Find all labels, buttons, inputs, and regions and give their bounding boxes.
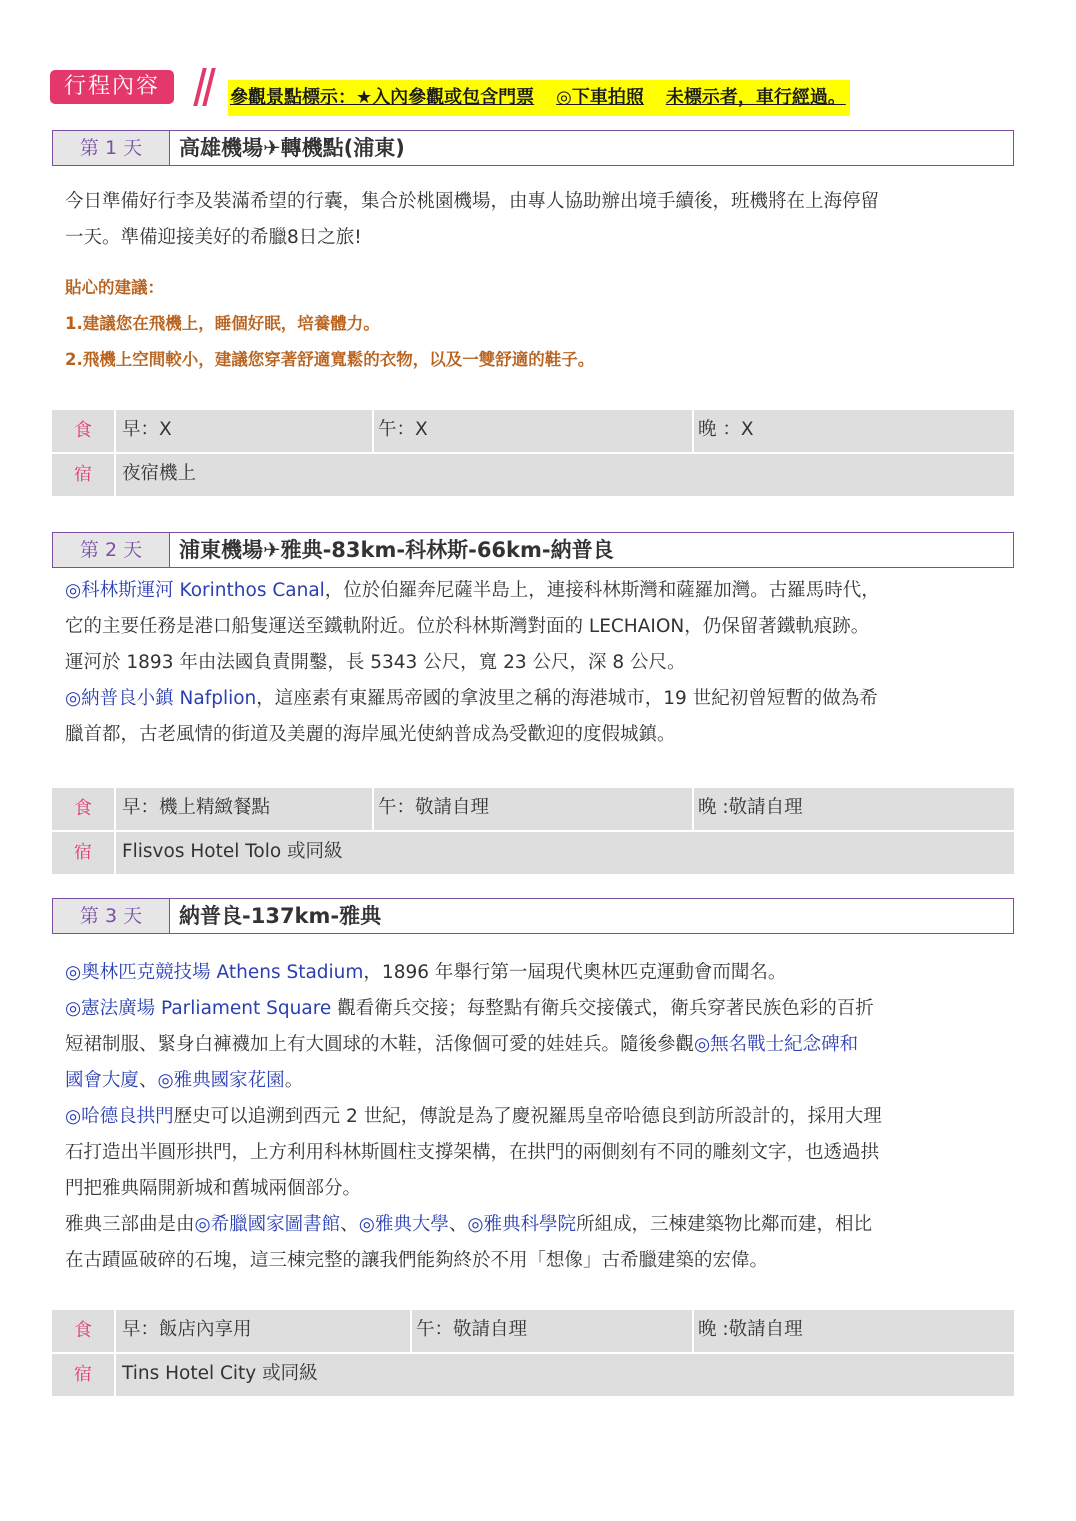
attraction-link[interactable]: 國會大廈 (65, 1070, 140, 1091)
paragraph-text: 觀看衛兵交接；每整點有衛兵交接儀式，衛兵穿著民族色彩的百折 (331, 998, 874, 1019)
dinner-cell: 晚 :敬請自理 (698, 797, 803, 818)
paragraph-text: ，位於伯羅奔尼薩半島上，連接科林斯灣和薩羅加灣。古羅馬時代， (324, 580, 880, 601)
day-number: 第 2 天 (53, 533, 170, 567)
paragraph (65, 184, 1015, 256)
hotel-row (52, 454, 1014, 498)
meal-table (52, 788, 1014, 876)
separator: 、 (340, 1214, 359, 1235)
separator: 。 (284, 1070, 304, 1091)
paragraph-line: 今日準備好行李及裝滿希望的行囊，集合於桃園機場，由專人協助辦出境手續後，班機將在上海停留 (65, 191, 880, 212)
attraction-link[interactable]: ◎科林斯運河 Korinthos Canal (65, 580, 325, 601)
cell-divider (410, 1310, 412, 1352)
meal-table (52, 1310, 1014, 1398)
attraction-link[interactable]: ◎雅典科學院 (467, 1214, 577, 1235)
attraction-link[interactable]: ◎奧林匹克競技場 Athens Stadium (65, 962, 364, 983)
paragraph-text: ，這座素有東羅馬帝國的拿波里之稱的海港城市，19 世紀初曾短暫的做為希 (256, 688, 878, 709)
paragraph-text: 它的主要任務是港口船隻運送至鐵軌附近。位於科林斯灣對面的 LECHAION，仍保留著鐵軌痕跡。 (65, 616, 870, 637)
food-label: 食 (52, 1310, 116, 1352)
meal-row (52, 1310, 1014, 1354)
legend-row (50, 68, 970, 120)
paragraph-line: 一天。準備迎接美好的希臘8日之旅! (65, 227, 362, 248)
lunch-cell: 午：敬請自理 (378, 797, 490, 818)
day-header (52, 532, 1014, 568)
paragraph-text: 臘首都，古老風情的街道及美麗的海岸風光使納普成為受歡迎的度假城鎮。 (65, 724, 676, 745)
day-header (52, 130, 1014, 166)
hotel-name: Tins Hotel City 或同級 (122, 1363, 318, 1384)
cell-divider (372, 410, 374, 452)
tip-item: 1.建議您在飛機上，睡個好眠，培養體力。 (65, 314, 380, 333)
paragraph-text: 所組成，三棟建築物比鄰而建，相比 (576, 1214, 873, 1235)
dinner-cell: 晚 ：X (698, 419, 754, 440)
attraction-link[interactable]: ◎雅典國家花園 (157, 1070, 285, 1091)
hotel-name: Flisvos Hotel Tolo 或同級 (122, 841, 343, 862)
hotel-row (52, 1354, 1014, 1398)
paragraph (65, 573, 1015, 753)
breakfast-cell: 早：X (122, 419, 172, 440)
paragraph-text: ，1896 年舉行第一屆現代奧林匹克運動會而聞名。 (363, 962, 787, 983)
paragraph-text: 石打造出半圓形拱門，上方利用科林斯圓柱支撐架構，在拱門的兩側刻有不同的雕刻文字，也透過拱 (65, 1142, 880, 1163)
breakfast-cell: 早：飯店內享用 (122, 1319, 252, 1340)
cell-divider (692, 788, 694, 830)
paragraph-text: 在古蹟區破碎的石塊，這三棟完整的讓我們能夠終於不用「想像」古希臘建築的宏偉。 (65, 1250, 769, 1271)
paragraph (65, 955, 1015, 1279)
attraction-link[interactable]: ◎納普良小鎮 Nafplion (65, 688, 257, 709)
day-title: 高雄機場✈轉機點(浦東) (179, 136, 405, 160)
meal-row (52, 788, 1014, 832)
tip-item: 2.飛機上空間較小，建議您穿著舒適寬鬆的衣物，以及一雙舒適的鞋子。 (65, 350, 595, 369)
separator: 、 (139, 1070, 158, 1091)
day-number: 第 3 天 (53, 899, 170, 933)
legend-pass: 未標示者，車行經過。 (665, 87, 846, 108)
attraction-link[interactable]: ◎雅典大學 (358, 1214, 449, 1235)
paragraph-text: 短裙制服、緊身白褲襪加上有大圓球的木鞋，活像個可愛的娃娃兵。隨後參觀 (65, 1034, 695, 1055)
dinner-cell: 晚 :敬請自理 (698, 1319, 803, 1340)
attraction-link[interactable]: ◎無名戰士紀念碑和 (694, 1034, 859, 1055)
tips-section (65, 270, 1015, 378)
cell-divider (692, 1310, 694, 1352)
legend-photo: ◎下車拍照 (556, 87, 644, 108)
hotel-label: 宿 (52, 1354, 116, 1396)
lunch-cell: 午：X (378, 419, 428, 440)
cell-divider (372, 788, 374, 830)
hotel-label: 宿 (52, 454, 116, 496)
lunch-cell: 午：敬請自理 (416, 1319, 528, 1340)
paragraph-text: 雅典三部曲是由 (65, 1214, 195, 1235)
food-label: 食 (52, 410, 116, 452)
cell-divider (692, 410, 694, 452)
paragraph-text: 門把雅典隔開新城和舊城兩個部分。 (65, 1178, 362, 1199)
legend-title: 參觀景點標示： (230, 87, 356, 108)
tips-title: 貼心的建議： (65, 278, 164, 297)
legend-enter: ★入內參觀或包含門票 (356, 87, 535, 108)
meal-row (52, 410, 1014, 454)
attraction-link[interactable]: ◎希臘國家圖書館 (194, 1214, 341, 1235)
itinerary-tag: 行程內容 (50, 70, 174, 104)
day-header (52, 898, 1014, 934)
day-title: 浦東機場✈雅典-83km-科林斯-66km-納普良 (179, 538, 614, 562)
hotel-row (52, 832, 1014, 876)
attraction-link[interactable]: ◎哈德良拱門 (65, 1106, 174, 1127)
breakfast-cell: 早：機上精緻餐點 (122, 797, 271, 818)
hotel-name: 夜宿機上 (122, 463, 197, 484)
hotel-label: 宿 (52, 832, 116, 874)
day-number: 第 1 天 (53, 131, 170, 165)
day-title: 納普良-137km-雅典 (179, 904, 382, 928)
attraction-link[interactable]: ◎憲法廣場 Parliament Square (65, 998, 332, 1019)
paragraph-text: 運河於 1893 年由法國負責開鑿，長 5343 公尺，寬 23 公尺，深 8 公尺。 (65, 652, 686, 673)
separator: 、 (448, 1214, 468, 1235)
food-label: 食 (52, 788, 116, 830)
paragraph-text: 歷史可以追溯到西元 2 世紀，傳說是為了慶祝羅馬皇帝哈德良到訪所設計的，採用大理 (173, 1106, 882, 1127)
meal-table (52, 410, 1014, 498)
legend-box (228, 80, 850, 116)
